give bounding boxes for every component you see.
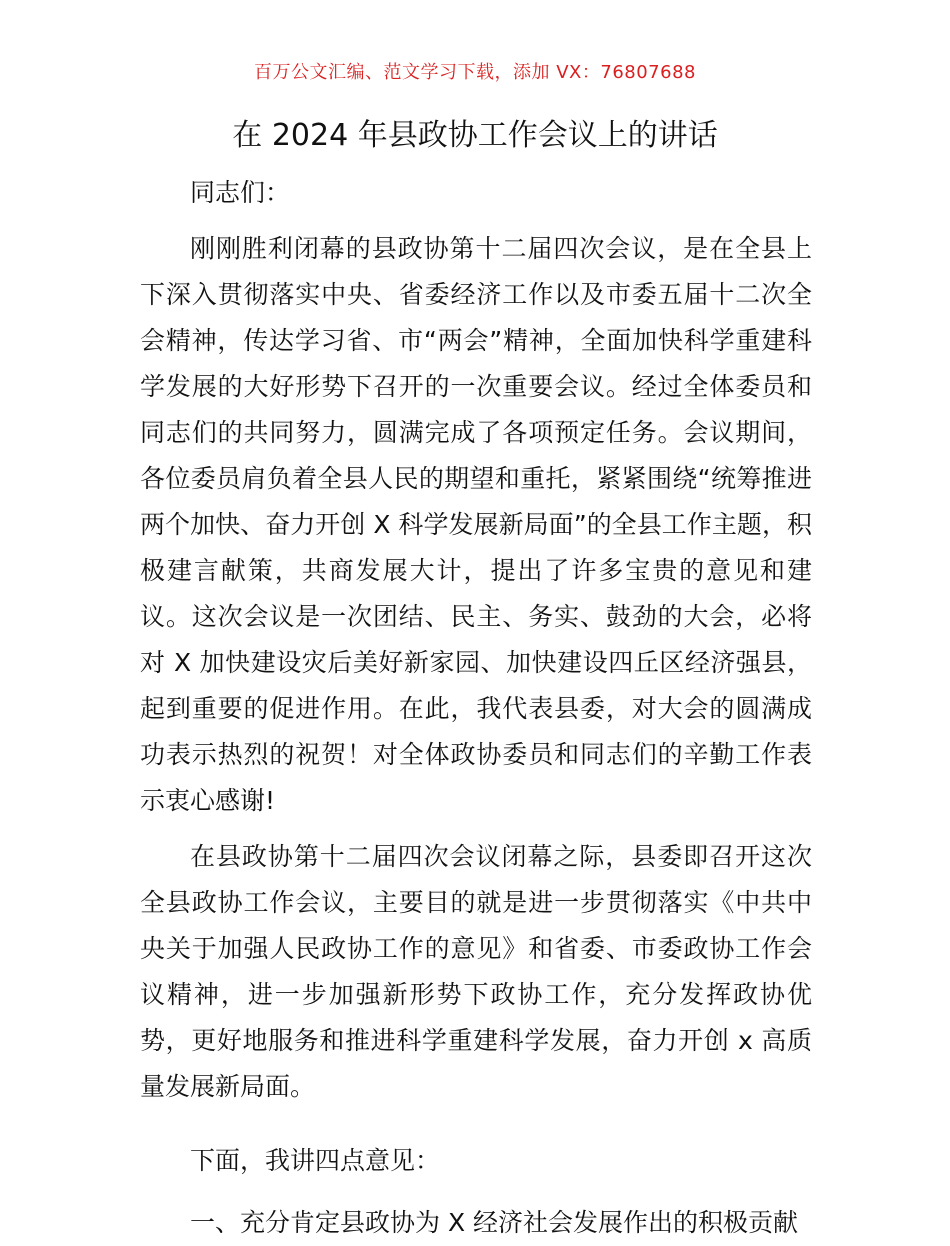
section-heading: 一、充分肯定县政协为 X 经济社会发展作出的积极贡献 (190, 1208, 799, 1237)
paragraph-2: 在县政协第十二届四次会议闭幕之际，县委即召开这次全县政协工作会议，主要目的就是进一步贯彻落实《中共中央关于加强人民政协工作的意见》和省委、市委政协工作会议精神，进一步加强新形势下政协工作，充分发挥政协优势，更好地服务和推进科学重建科学发展，奋力开创 x 高质量发展新局面。 (140, 842, 812, 1101)
document-body (140, 170, 812, 1246)
watermark-header-note: 百万公文汇编、范文学习下载，添加 VX：76807688 (254, 62, 696, 83)
intro-line: 下面，我讲四点意见： (190, 1146, 441, 1175)
greeting: 同志们： (190, 178, 291, 207)
document-title: 在 2024 年县政协工作会议上的讲话 (232, 118, 718, 153)
paragraph-1: 刚刚胜利闭幕的县政协第十二届四次会议，是在全县上下深入贯彻落实中央、省委经济工作以及市委五届十二次全会精神，传达学习省、市“两会”精神，全面加快科学重建科学发展的大好形势下召开的一次重要会议。经过全体委员和同志们的共同努力，圆满完成了各项预定任务。会议期间，各位委员肩负着全县人民的期望和重托，紧紧围绕“统筹推进两个加快、奋力开创 X 科学发展新局面”的全县工作主题，积极建言献策，共商发展大计，提出了许多宝贵的意见和建议。这次会议是一次团结、民主、务实、鼓劲的大会，必将对 X 加快建设灾后美好新家园、加快建设四丘区经济强县，起到重要的促进作用。在此，我代表县委，对大会的圆满成功表示热烈的祝贺！对全体政协委员和同志们的辛勤工作表示衷心感谢! (140, 234, 812, 815)
